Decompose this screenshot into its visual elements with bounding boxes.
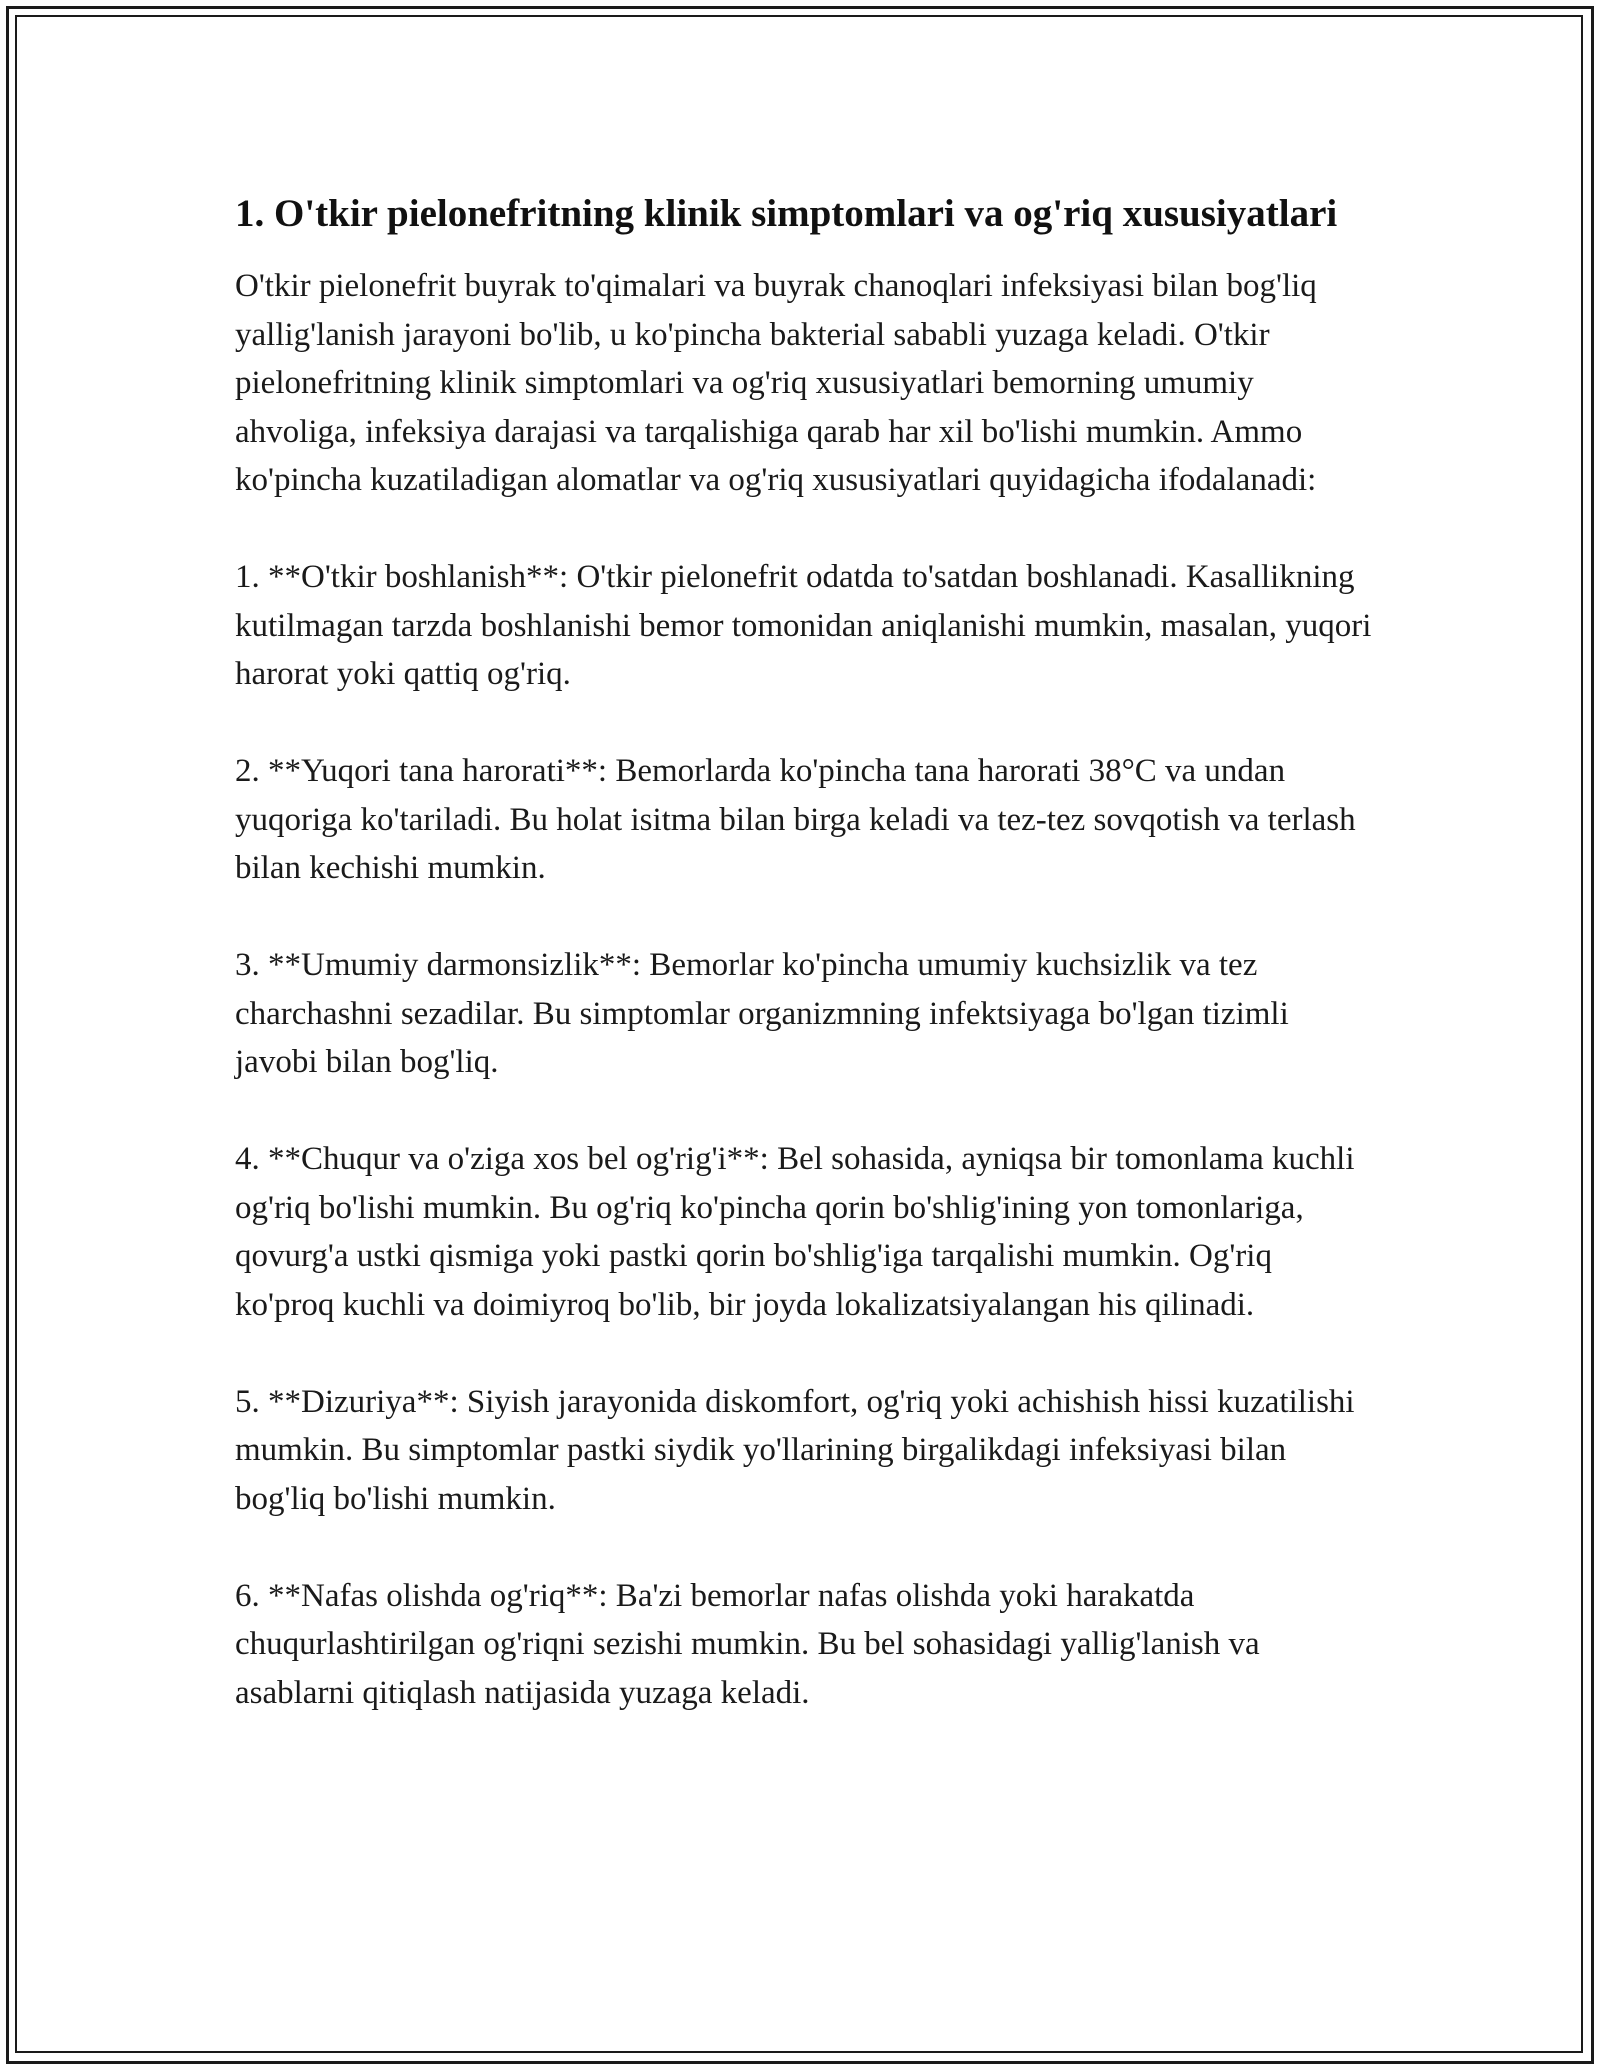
list-item-2: 2. **Yuqori tana harorati**: Bemorlarda ko'pincha tana harorati 38°C va undan yuqoriga ko'tariladi. Bu holat isitma bilan birga keladi va tez-tez sovqotish va terlash bilan kechishi mumkin. bbox=[235, 753, 1356, 886]
list-item-4: 4. **Chuqur va o'ziga xos bel og'rig'i**: Bel sohasida, ayniqsa bir tomonlama kuchli og'riq bo'lishi mumkin. Bu og'riq ko'pincha qorin bo'shlig'ining yon tomonlariga, qovurg'a ustki qismiga yoki pastki qorin bo'shlig'iga tarqalishi mumkin. Og'riq ko'proq kuchli va doimiyroq bo'lib, bir joyda lokalizatsiyalangan his qilinadi. bbox=[235, 1141, 1355, 1323]
list-item-6: 6. **Nafas olishda og'riq**: Ba'zi bemorlar nafas olishda yoki harakatda chuqurlashtirilgan og'riqni sezishi mumkin. Bu bel sohasidagi yallig'lanish va asablarni qitiqlash natijasida yuzaga keladi. bbox=[235, 1577, 1260, 1711]
document-body bbox=[235, 186, 1375, 1717]
list-item-3: 3. **Umumiy darmonsizlik**: Bemorlar ko'pincha umumiy kuchsizlik va tez charchashni sezadilar. Bu simptomlar organizmning infektsiyaga bo'lgan tizimli javobi bilan bog'liq. bbox=[235, 947, 1289, 1080]
list-item-1: 1. **O'tkir boshlanish**: O'tkir pielonefrit odatda to'satdan boshlanadi. Kasallikning kutilmagan tarzda boshlanishi bemor tomonidan aniqlanishi mumkin, masalan, yuqori harorat yoki qattiq og'riq. bbox=[235, 559, 1372, 692]
list-item-5: 5. **Dizuriya**: Siyish jarayonida diskomfort, og'riq yoki achishish hissi kuzatilishi mumkin. Bu simptomlar pastki siydik yo'llarining birgalikdagi infeksiyasi bilan bog'liq bo'lishi mumkin. bbox=[235, 1383, 1355, 1517]
section-title: 1. O'tkir pielonefritning klinik simptomlari va og'riq xususiyatlari bbox=[235, 192, 1338, 235]
intro-paragraph: O'tkir pielonefrit buyrak to'qimalari va buyrak chanoqlari infeksiyasi bilan bog'liq yallig'lanish jarayoni bo'lib, u ko'pincha bakterial sababli yuzaga keladi. O'tkir pielonefritning klinik simptomlari va og'riq xususiyatlari bemorning umumiy ahvoliga, infeksiya darajasi va tarqalishiga qarab har xil bo'lishi mumkin. Ammo ko'pincha kuzatiladigan alomatlar va og'riq xususiyatlari quyidagicha ifodalanadi: bbox=[235, 268, 1317, 498]
